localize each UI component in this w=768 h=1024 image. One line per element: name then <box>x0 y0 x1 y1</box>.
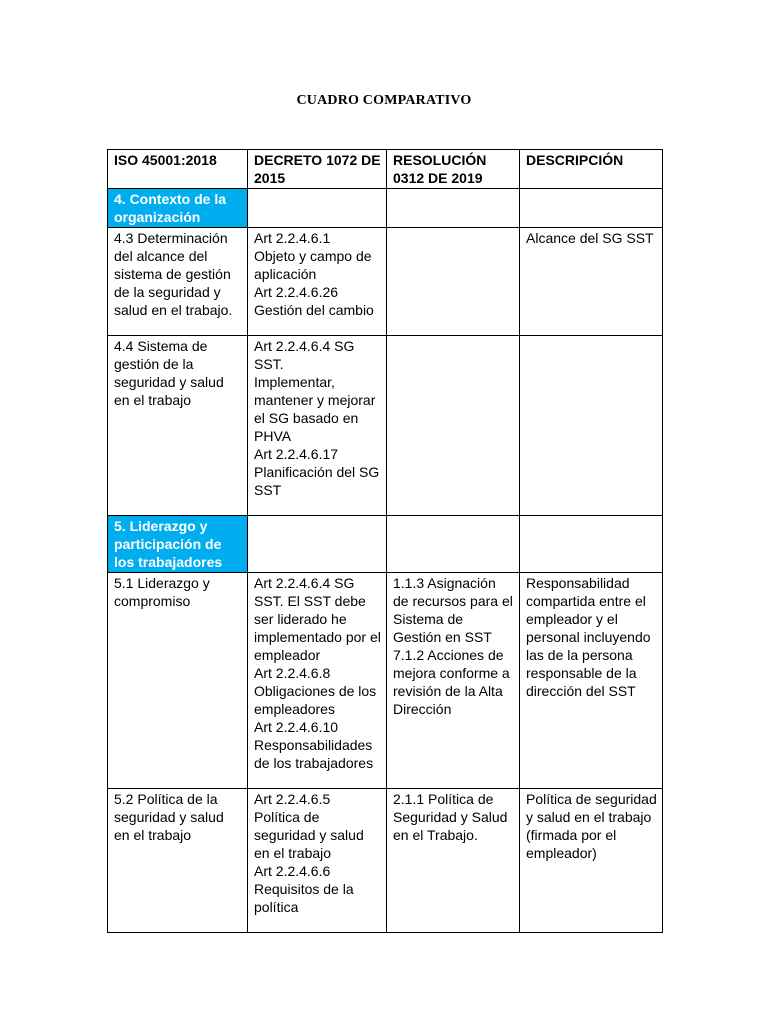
iso-cell: 4.4 Sistema de gestión de la seguridad y salud en el trabajo <box>108 336 248 516</box>
header-resolucion: RESOLUCIÓN 0312 DE 2019 <box>387 150 520 189</box>
table-header-row <box>108 150 663 189</box>
table-row-section-liderazgo <box>108 516 663 573</box>
section-cell <box>108 516 248 573</box>
table-row <box>108 228 663 336</box>
comparison-table <box>107 149 663 933</box>
iso-cell: 5.2 Política de la seguridad y salud en el trabajo <box>108 789 248 933</box>
descripcion-cell: Responsabilidad compartida entre el empleador y el personal incluyendo las de la persona responsable de la dirección del SST <box>520 573 663 789</box>
table-cell <box>248 189 387 228</box>
iso-cell: 4.3 Determinación del alcance del sistema de gestión de la seguridad y salud en el trabajo. <box>108 228 248 336</box>
descripcion-cell <box>520 336 663 516</box>
table-cell <box>520 189 663 228</box>
resolucion-cell <box>387 228 520 336</box>
section-label-contexto: 4. Contexto de la organización <box>108 189 247 227</box>
table-cell <box>387 189 520 228</box>
section-label-liderazgo: 5. Liderazgo y participación de los trabajadores <box>108 516 247 572</box>
table-row <box>108 336 663 516</box>
decreto-cell: Art 2.2.4.6.5 Política de seguridad y salud en el trabajo Art 2.2.4.6.6 Requisitos de la política <box>248 789 387 933</box>
decreto-cell: Art 2.2.4.6.1 Objeto y campo de aplicación Art 2.2.4.6.26 Gestión del cambio <box>248 228 387 336</box>
decreto-cell: Art 2.2.4.6.4 SG SST. El SST debe ser liderado he implementado por el empleador Art 2.2.4.6.8 Obligaciones de los empleadores Art 2.2.4.6.10 Responsabilidades de los trabajadores <box>248 573 387 789</box>
table-cell <box>520 516 663 573</box>
table-row <box>108 789 663 933</box>
table-cell <box>387 516 520 573</box>
section-cell <box>108 189 248 228</box>
decreto-cell: Art 2.2.4.6.4 SG SST. Implementar, mantener y mejorar el SG basado en PHVA Art 2.2.4.6.17 Planificación del SG SST <box>248 336 387 516</box>
table-row-section-contexto <box>108 189 663 228</box>
table-row <box>108 573 663 789</box>
header-iso: ISO 45001:2018 <box>108 150 248 189</box>
header-decreto: DECRETO 1072 DE 2015 <box>248 150 387 189</box>
descripcion-cell: Política de seguridad y salud en el trabajo (firmada por el empleador) <box>520 789 663 933</box>
page-title: CUADRO COMPARATIVO <box>296 93 472 108</box>
resolucion-cell <box>387 336 520 516</box>
descripcion-cell: Alcance del SG SST <box>520 228 663 336</box>
resolucion-cell: 1.1.3 Asignación de recursos para el Sistema de Gestión en SST 7.1.2 Acciones de mejora conforme a revisión de la Alta Dirección <box>387 573 520 789</box>
table-cell <box>248 516 387 573</box>
header-descripcion: DESCRIPCIÓN <box>520 150 663 189</box>
iso-cell: 5.1 Liderazgo y compromiso <box>108 573 248 789</box>
resolucion-cell: 2.1.1 Política de Seguridad y Salud en el Trabajo. <box>387 789 520 933</box>
